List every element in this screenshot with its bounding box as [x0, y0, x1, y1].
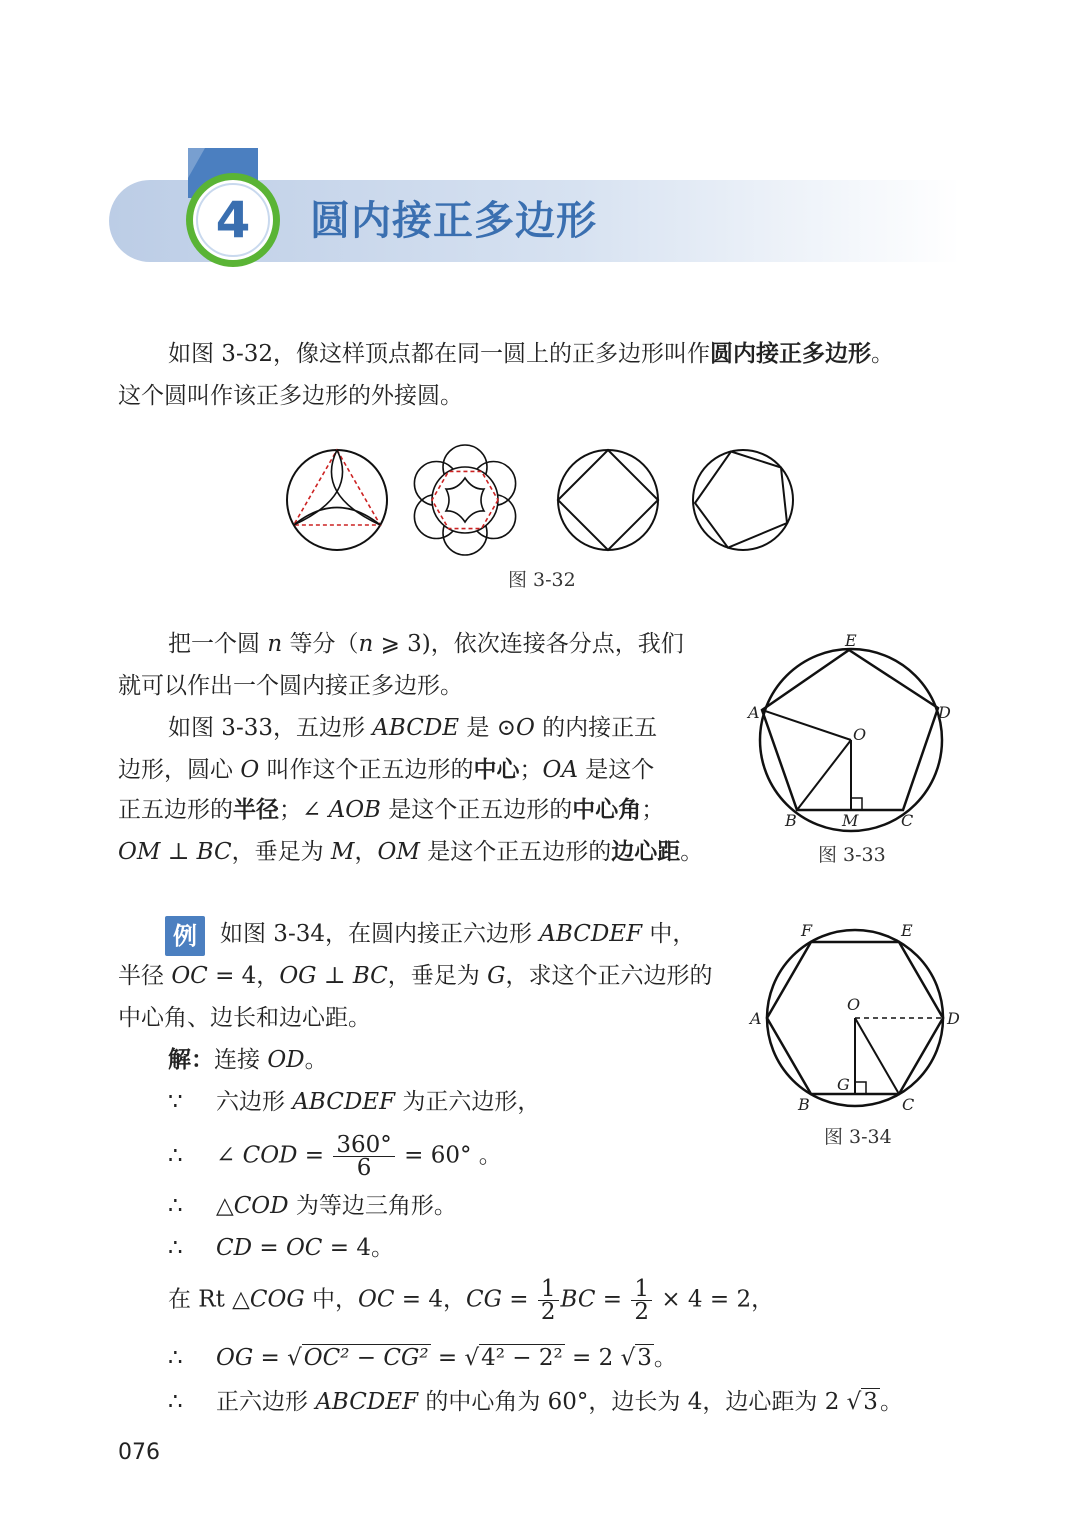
term-radius: 半径: [233, 797, 279, 823]
fraction-one-half-2: $\frac{1}{2}$: [631, 1278, 652, 1323]
because-symbol: ∵: [168, 1089, 183, 1115]
solution-line2: ∵ 六边形 ABCDEF 为正六边形，: [168, 1082, 540, 1123]
paragraph3-line3: 正五边形的半径；∠ AOB 是这个正五边形的中心角；: [118, 797, 665, 823]
term-apothem: 边心距: [611, 839, 681, 865]
paragraph3-line2: 边形，圆心 O 叫作这个正五边形的中心；OA 是这个: [118, 757, 655, 783]
example-line1: 如图 3-34，在圆内接正六边形 ABCDEF 中，: [220, 921, 696, 947]
label-O: O: [847, 995, 861, 1014]
therefore-symbol: ∴: [168, 1345, 183, 1371]
label-O: O: [853, 725, 867, 744]
fraction-one-half: $\frac{1}{2}$: [538, 1278, 559, 1323]
fig-square-inscribed: [558, 450, 658, 550]
label-C: C: [901, 811, 914, 830]
solution-line3: ∴ ∠ COD = $\frac{360^\circ}{6}$ = 60° 。: [168, 1132, 502, 1181]
example-line3: 中心角、边长和边心距。: [118, 1005, 371, 1031]
solution-line4: ∴ △COD 为等边三角形。: [168, 1186, 457, 1227]
figure-3-34: [745, 918, 965, 1118]
paragraph2-line2: 就可以作出一个圆内接正多边形。: [118, 673, 463, 699]
example-badge: 例: [165, 916, 205, 956]
solution-line1: 解：连接 OD。: [168, 1047, 328, 1073]
example-line2: 半径 OC = 4，OG ⊥ BC，垂足为 G，求这个正六边形的: [118, 963, 713, 989]
therefore-symbol: ∴: [168, 1389, 183, 1415]
fig-pentagon-inscribed: [693, 450, 793, 550]
section-title: 圆内接正多边形: [310, 198, 597, 244]
therefore-symbol: ∴: [168, 1193, 183, 1219]
label-F: F: [801, 921, 813, 940]
label-C: C: [902, 1095, 915, 1114]
figure-3-32-caption: 图 3-32: [508, 569, 576, 591]
label-E: E: [901, 921, 913, 940]
label-E: E: [845, 631, 857, 650]
intro-paragraph-line1: 如图 3-32，像这样顶点都在同一圆上的正多边形叫作圆内接正多边形。: [168, 341, 894, 367]
page-number: 076: [118, 1440, 160, 1465]
paragraph2-line1: 把一个圆 n 等分（n ⩾ 3)，依次连接各分点，我们: [168, 631, 684, 657]
paragraph3-line1: 如图 3-33，五边形 ABCDE 是 ⊙O 的内接正五: [168, 715, 658, 741]
therefore-symbol: ∴: [168, 1142, 183, 1169]
label-G: G: [837, 1075, 850, 1094]
therefore-symbol: ∴: [168, 1235, 183, 1261]
figure-3-33-caption: 图 3-33: [818, 844, 886, 866]
solution-line6: 在 Rt △COG 中，OC = 4，CG = $\frac{1}{2}$ BC = $\frac{1}{2}$ × 4 = 2，: [168, 1276, 775, 1325]
term-central-angle: 中心角: [572, 797, 642, 823]
label-B: B: [798, 1095, 810, 1114]
label-D: D: [938, 703, 951, 722]
figure-3-32: [278, 440, 808, 565]
figure-3-33: [745, 628, 960, 833]
intro-paragraph-line2: 这个圆叫作该正多边形的外接圆。: [118, 383, 463, 409]
solution-line7: ∴ OG = √OC² − CG² = √4² − 2² = 2 √3。: [168, 1338, 677, 1379]
label-D: D: [947, 1009, 960, 1028]
label-A: A: [750, 1009, 762, 1028]
label-A: A: [748, 703, 760, 722]
figure-3-34-caption: 图 3-34: [824, 1126, 892, 1148]
label-M: M: [842, 811, 859, 830]
paragraph3-line4: OM ⊥ BC，垂足为 M，OM 是这个正五边形的边心距。: [118, 839, 704, 865]
fig-hexagon-flower: [414, 445, 515, 555]
solution-line5: ∴ CD = OC = 4。: [168, 1228, 394, 1269]
solution-line8: ∴ 正六边形 ABCDEF 的中心角为 60°，边长为 4，边心距为 2 √3。: [168, 1382, 903, 1423]
term-inscribed-polygon: 圆内接正多边形: [709, 341, 871, 367]
term-center: 中心: [473, 757, 520, 783]
fig-triangle-inscribed: [287, 450, 387, 550]
label-B: B: [785, 811, 797, 830]
section-number: 4: [215, 191, 251, 249]
fraction-360-over-6: $\frac{360^\circ}{6}$: [333, 1134, 394, 1179]
